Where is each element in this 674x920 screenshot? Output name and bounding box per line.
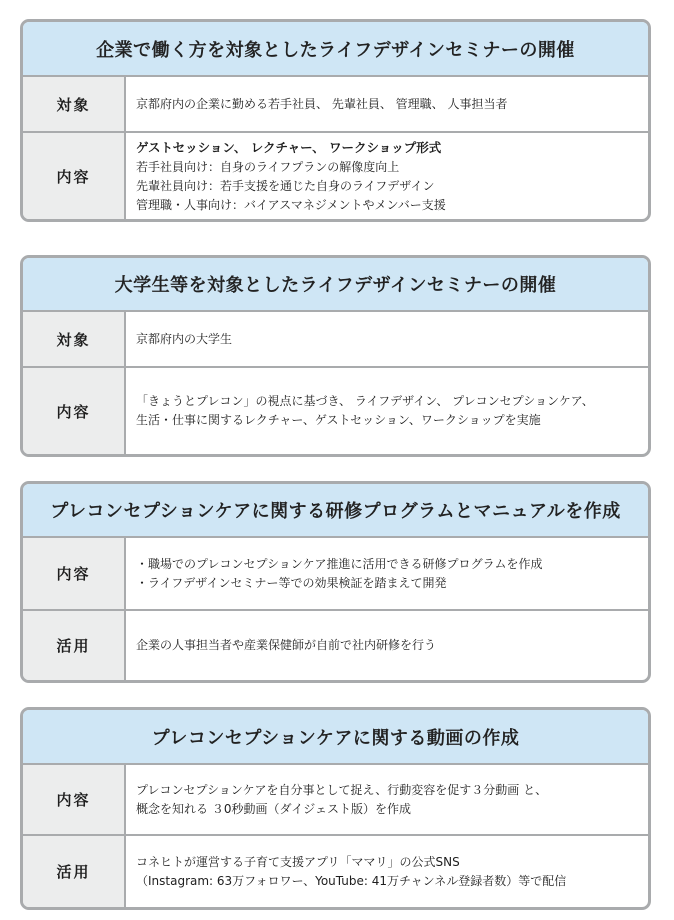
content-line: ・職場でのプレコンセプションケア推進に活用できる研修プログラムを作成 <box>136 556 543 571</box>
row-label: 活用 <box>23 611 126 680</box>
section-corporate-seminar <box>20 19 651 222</box>
row-content <box>126 133 648 219</box>
row-label: 内容 <box>23 368 126 454</box>
row-label: 内容 <box>23 538 126 609</box>
section-title: プレコンセプションケアに関する動画の作成 <box>23 710 648 765</box>
content-line: ・ライフデザインセミナー等での効果検証を踏まえて開発 <box>136 575 447 590</box>
row-target <box>23 312 648 366</box>
row-target <box>23 77 648 131</box>
content-line: 「きょうとプレコン」の視点に基づき、 ライフデザイン、 プレコンセプションケア、 <box>136 394 594 408</box>
section-title: 企業で働く方を対象としたライフデザインセミナーの開催 <box>23 22 648 77</box>
section-university-seminar <box>20 255 651 457</box>
row-label: 内容 <box>23 133 126 219</box>
content-line: 管理職・人事向け：バイアスマネジメントやメンバー支援 <box>136 197 446 212</box>
row-usage <box>23 609 648 680</box>
row-content <box>126 611 648 680</box>
content-line: 先輩社員向け：若手支援を通じた自身のライフデザイン <box>136 178 435 193</box>
content-line: コネヒトが運営する子育て支援アプリ「ママリ」の公式SNS <box>136 854 460 869</box>
row-usage <box>23 834 648 907</box>
row-content-detail <box>23 538 648 609</box>
row-content-detail <box>23 131 648 219</box>
row-content <box>126 538 648 609</box>
content-heading: ゲストセッション、 レクチャー、 ワークショップ形式 <box>136 139 442 155</box>
section-title: プレコンセプションケアに関する研修プログラムとマニュアルを作成 <box>23 484 648 538</box>
content-line: 企業の人事担当者や産業保健師が自前で社内研修を行う <box>136 638 437 652</box>
row-content <box>126 77 648 131</box>
row-content-detail <box>23 366 648 454</box>
row-content <box>126 312 648 366</box>
row-label: 活用 <box>23 836 126 907</box>
row-label: 対象 <box>23 312 126 366</box>
content-line: 京都府内の大学生 <box>136 331 233 346</box>
content-line: 概念を知れる ３0秒動画（ダイジェスト版）を作成 <box>136 801 411 816</box>
row-label: 内容 <box>23 765 126 834</box>
row-content-detail <box>23 765 648 834</box>
content-line: 若手社員向け：自身のライフプランの解像度向上 <box>136 159 400 174</box>
content-line: （Instagram: 63万フォロワー、YouTube: 41万チャンネル登録者数）等で配信 <box>136 873 567 888</box>
section-title: 大学生等を対象としたライフデザインセミナーの開催 <box>23 258 648 312</box>
content-line: 京都府内の企業に勤める若手社員、 先輩社員、 管理職、 人事担当者 <box>136 96 508 111</box>
row-content <box>126 368 648 454</box>
row-label: 対象 <box>23 77 126 131</box>
section-video-production <box>20 707 651 910</box>
row-content <box>126 836 648 907</box>
row-content <box>126 765 648 834</box>
content-line: 生活・仕事に関するレクチャー、ゲストセッション、ワークショップを実施 <box>136 413 541 427</box>
section-training-program <box>20 481 651 683</box>
content-line: プレコンセプションケアを自分事として捉え、行動変容を促す３分動画 と、 <box>136 782 548 797</box>
